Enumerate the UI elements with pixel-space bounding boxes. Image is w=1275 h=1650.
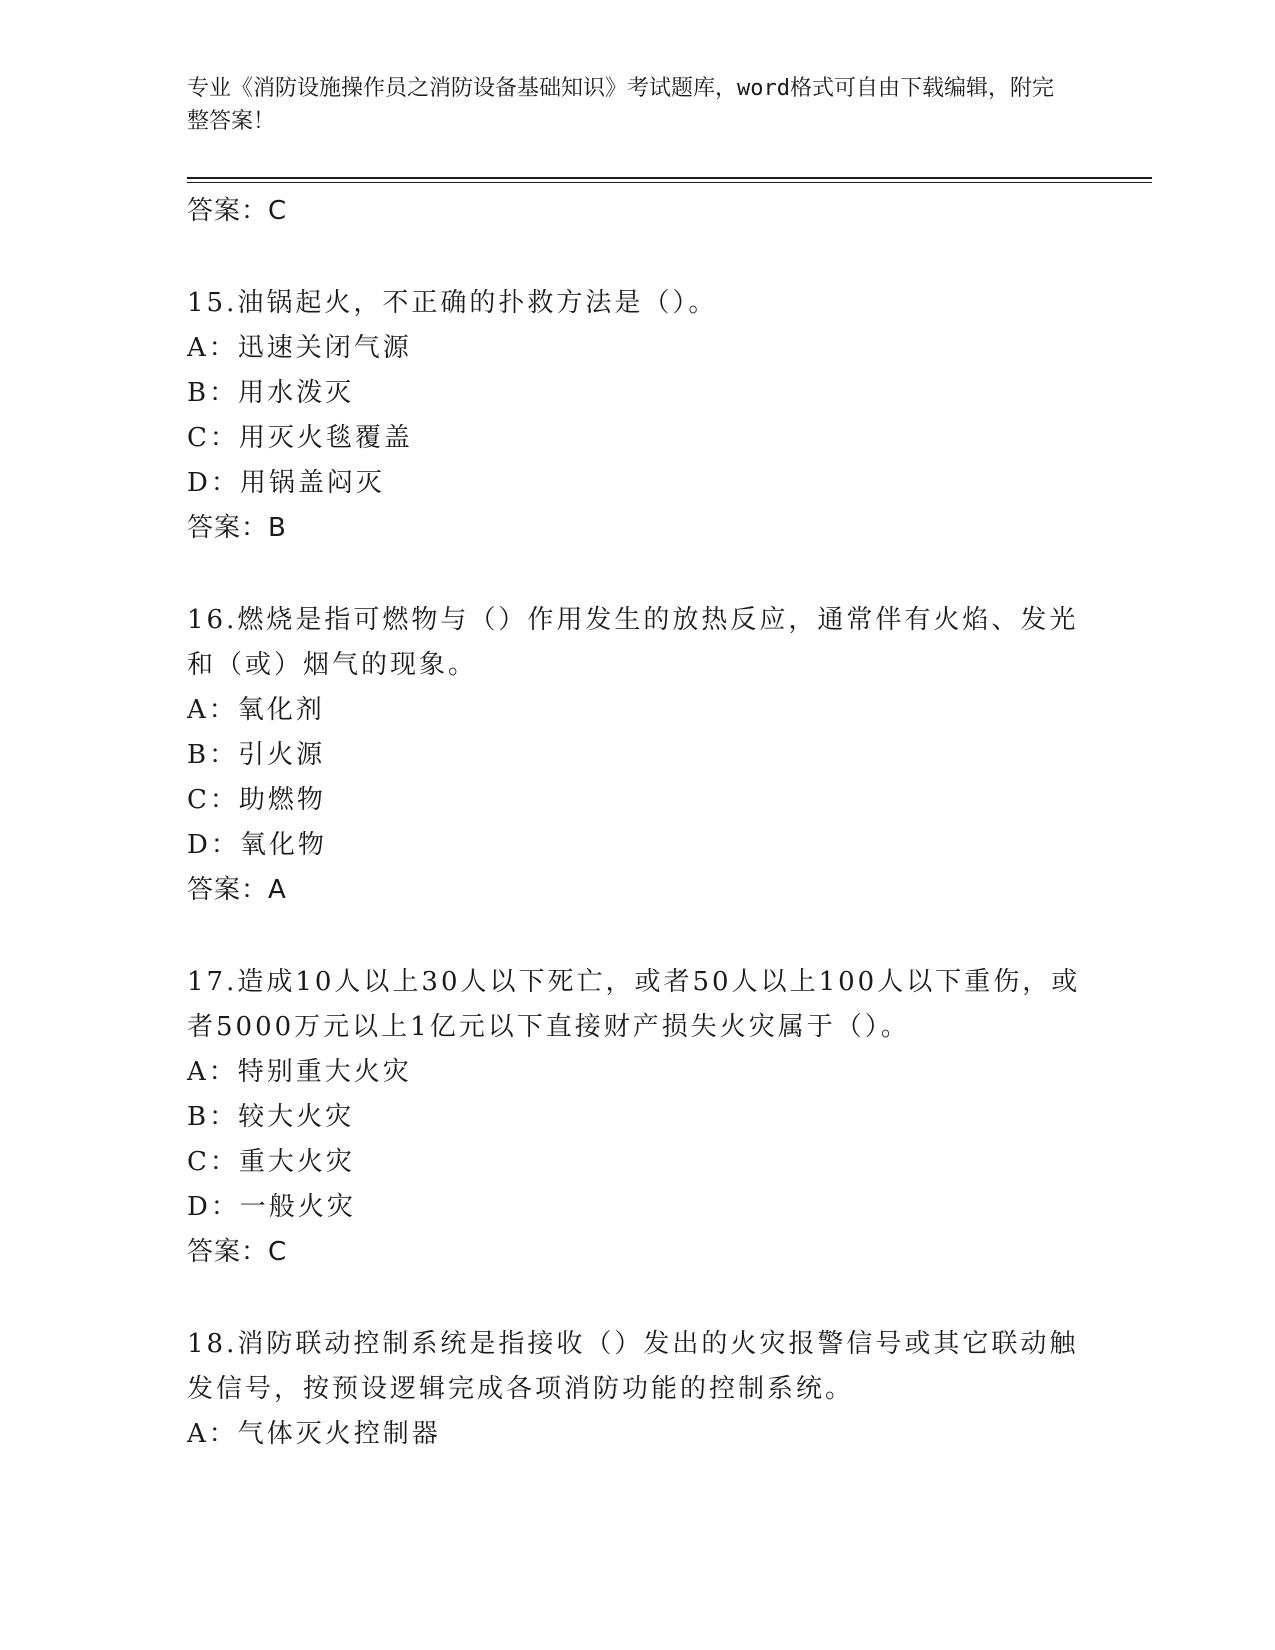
page-header: 专业《消防设施操作员之消防设备基础知识》考试题库，word格式可自由下载编辑，附完整答案！ xyxy=(187,76,1054,134)
option-d: D：一般火灾 xyxy=(187,1192,356,1222)
question-text: 18.消防联动控制系统是指接收（）发出的火灾报警信号或其它联动触发信号，按预设逻辑完成各项消防功能的控制系统。 xyxy=(187,1329,1079,1404)
question-text: 17.造成10人以上30人以下死亡，或者50人以上100人以下重伤，或者5000万元以上1亿元以下直接财产损失火灾属于（）。 xyxy=(187,967,1081,1042)
answer-line: 答案：C xyxy=(187,196,288,226)
question-text: 15.油锅起火，不正确的扑救方法是（）。 xyxy=(187,288,718,318)
option-a: A：迅速关闭气源 xyxy=(187,333,412,363)
header-divider-thin xyxy=(187,182,1152,183)
option-a: A：特别重大火灾 xyxy=(187,1057,412,1087)
option-d: D：用锅盖闷灭 xyxy=(187,468,385,498)
option-b: B：用水泼灭 xyxy=(187,378,355,408)
option-c: C：用灭火毯覆盖 xyxy=(187,423,413,453)
option-b: B：引火源 xyxy=(187,740,326,770)
option-d: D：氧化物 xyxy=(187,830,327,860)
option-b: B：较大火灾 xyxy=(187,1102,355,1132)
option-c: C：助燃物 xyxy=(187,785,326,815)
option-a: A：气体灭火控制器 xyxy=(187,1419,441,1449)
answer-line: 答案：B xyxy=(187,513,287,543)
answer-line: 答案：A xyxy=(187,875,287,905)
option-c: C：重大火灾 xyxy=(187,1147,355,1177)
question-text: 16.燃烧是指可燃物与（）作用发生的放热反应，通常伴有火焰、发光和（或）烟气的现象。 xyxy=(187,605,1079,680)
option-a: A：氧化剂 xyxy=(187,695,325,725)
exam-content xyxy=(187,189,1087,1457)
header-divider xyxy=(187,177,1152,179)
answer-line: 答案：C xyxy=(187,1237,288,1267)
